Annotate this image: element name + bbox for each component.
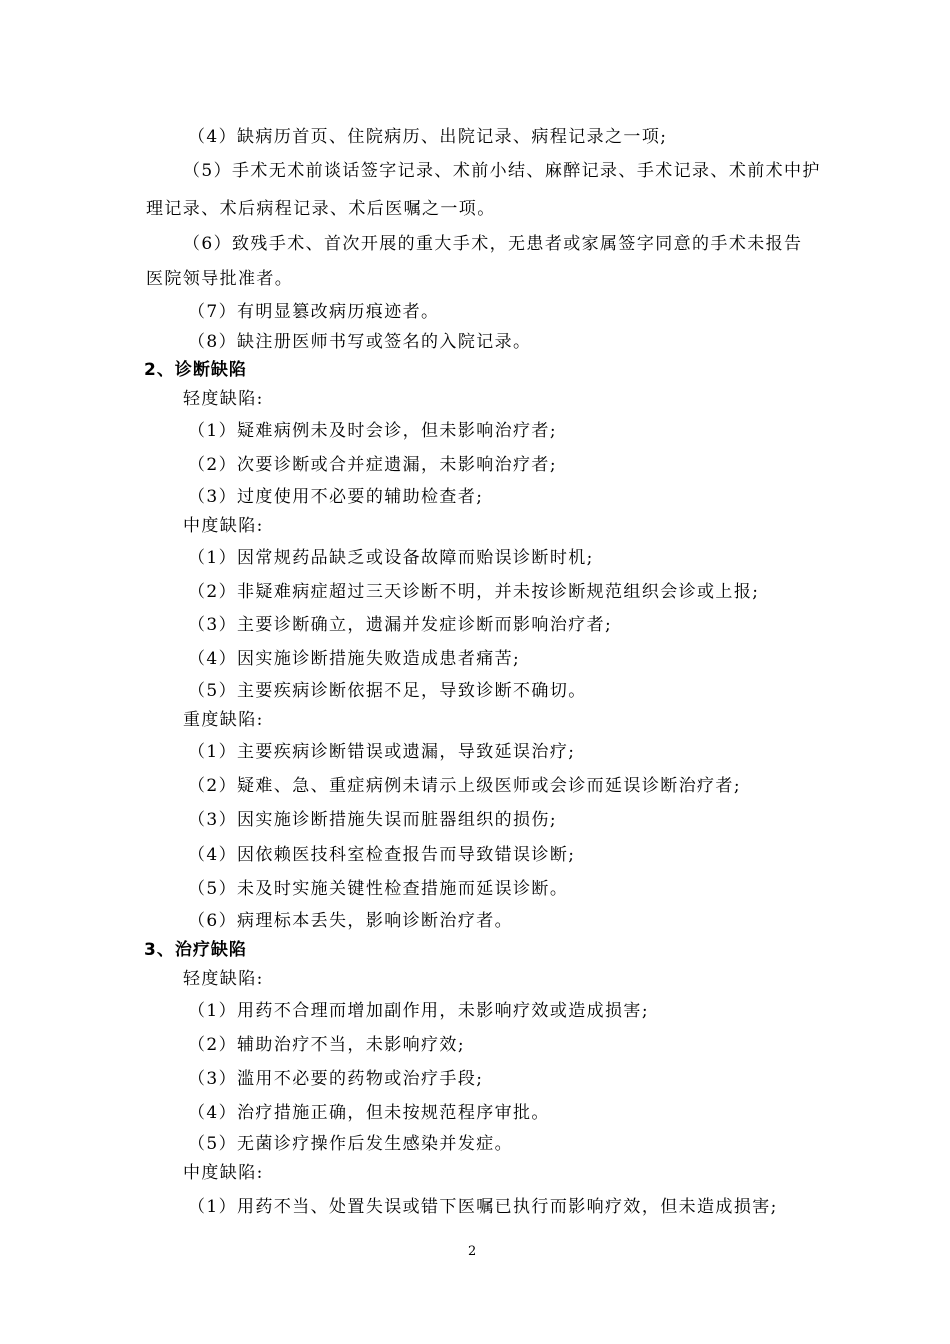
list-item: （2）次要诊断或合并症遗漏，未影响治疗者; <box>188 455 557 475</box>
subsection-label: 中度缺陷: <box>183 516 264 536</box>
list-item: （6）致残手术、首次开展的重大手术，无患者或家属签字同意的手术未报告 <box>183 234 803 254</box>
list-item: （4）缺病历首页、住院病历、出院记录、病程记录之一项; <box>188 127 668 147</box>
list-item: （6）病理标本丢失，影响诊断治疗者。 <box>188 911 514 931</box>
subsection-label: 轻度缺陷: <box>183 389 264 409</box>
list-item: （2）辅助治疗不当，未影响疗效; <box>188 1035 465 1055</box>
list-item: （3）过度使用不必要的辅助检查者; <box>188 487 484 507</box>
list-item: （5）主要疾病诊断依据不足，导致诊断不确切。 <box>188 681 587 701</box>
list-item: （1）主要疾病诊断错误或遗漏，导致延误治疗; <box>188 742 576 762</box>
subsection-label: 轻度缺陷: <box>183 969 264 989</box>
list-item: （4）治疗措施正确，但未按规范程序审批。 <box>188 1103 550 1123</box>
list-item: （3）因实施诊断措施失误而脏器组织的损伤; <box>188 810 557 830</box>
list-item: （5）未及时实施关键性检查措施而延误诊断。 <box>188 879 569 899</box>
list-item: （4）因依赖医技科室检查报告而导致错误诊断; <box>188 845 576 865</box>
list-item: （7）有明显篡改病历痕迹者。 <box>188 302 440 322</box>
subsection-label: 重度缺陷: <box>183 710 264 730</box>
list-item: （5）无菌诊疗操作后发生感染并发症。 <box>188 1134 514 1154</box>
page-number: 2 <box>468 1244 477 1259</box>
list-item: （1）用药不当、处置失误或错下医嘱已执行而影响疗效，但未造成损害; <box>188 1197 778 1217</box>
section-heading: 3、治疗缺陷 <box>144 940 247 960</box>
section-heading: 2、诊断缺陷 <box>144 360 247 380</box>
list-item: （2）疑难、急、重症病例未请示上级医师或会诊而延误诊断治疗者; <box>188 776 741 796</box>
list-item-continuation: 医院领导批准者。 <box>146 269 294 289</box>
subsection-label: 中度缺陷: <box>183 1163 264 1183</box>
list-item: （5）手术无术前谈话签字记录、术前小结、麻醉记录、手术记录、术前术中护 <box>183 161 821 181</box>
list-item: （1）用药不合理而增加副作用，未影响疗效或造成损害; <box>188 1001 649 1021</box>
list-item: （1）疑难病例未及时会诊，但未影响治疗者; <box>188 421 557 441</box>
list-item: （1）因常规药品缺乏或设备故障而贻误诊断时机; <box>188 548 594 568</box>
list-item: （3）滥用不必要的药物或治疗手段; <box>188 1069 484 1089</box>
list-item: （4）因实施诊断措施失败造成患者痛苦; <box>188 649 521 669</box>
list-item: （8）缺注册医师书写或签名的入院记录。 <box>188 332 532 352</box>
list-item-continuation: 理记录、术后病程记录、术后医嘱之一项。 <box>146 199 496 219</box>
list-item: （2）非疑难病症超过三天诊断不明，并未按诊断规范组织会诊或上报; <box>188 582 760 602</box>
list-item: （3）主要诊断确立，遗漏并发症诊断而影响治疗者; <box>188 615 613 635</box>
